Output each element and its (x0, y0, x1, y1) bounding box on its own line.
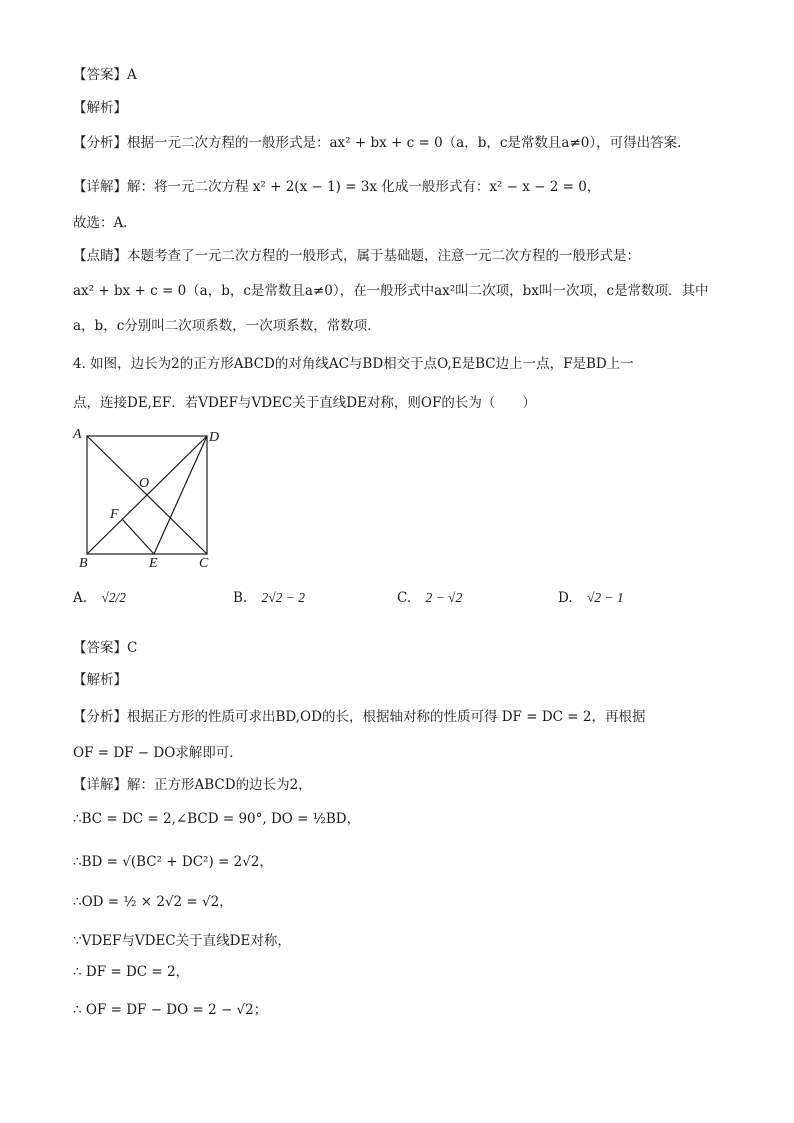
q4-step-4: ∵VDEF与VDEC关于直线DE对称， (73, 933, 291, 949)
q4-step-6: ∴ OF = DF − DO = 2 − √2； (73, 1002, 268, 1018)
q4-step-5: ∴ DF = DC = 2， (73, 964, 190, 980)
q3-xiangjie: 【详解】解：将一元二次方程 x² + 2(x − 1) = 3x 化成一般形式有：x² − x − 2 = 0， (73, 179, 601, 195)
q3-answer: 【答案】A (73, 67, 137, 83)
q4-answer: 【答案】C (73, 640, 138, 656)
segment-de (154, 436, 207, 554)
q3-guxuan: 故选：A． (73, 215, 137, 231)
label-d: D (209, 430, 220, 445)
choice-c-text: 2 − √2 (425, 590, 463, 605)
q3-fenxi: 【分析】根据一元二次方程的一般形式是：ax² + bx + c = 0（a，b，c是常数且a≠0），可得出答案． (73, 135, 691, 151)
q4-xiangjie: 【详解】解：正方形ABCD的边长为2， (73, 777, 312, 793)
q4-fenxi-2: OF = DF − DO求解即可． (73, 745, 243, 761)
q4-step-3: ∴OD = ½ × 2√2 = √2， (73, 894, 233, 910)
square-figure (70, 424, 230, 574)
q3-analysis-label: 【解析】 (73, 100, 127, 116)
q4-stem-1: 4. 如图，边长为2的正方形ABCD的对角线AC与BD相交于点O,E是BC边上一点，F是BD上一 (73, 356, 634, 372)
q4-step-1: ∴BC = DC = 2,∠BCD = 90°, DO = ½BD， (73, 811, 361, 827)
q4-fenxi-1: 【分析】根据正方形的性质可求出BD,OD的长，根据轴对称的性质可得 DF = DC = 2，再根据 (73, 709, 646, 725)
label-f: F (110, 507, 119, 522)
q3-dianjing-3: a，b，c分别叫二次项系数，一次项系数，常数项． (73, 318, 381, 334)
q4-stem-2: 点，连接DE,EF．若VDEF与VDEC关于直线DE对称，则OF的长为（ ） (73, 395, 536, 411)
choice-b (233, 590, 305, 606)
choice-c (397, 590, 462, 606)
label-b: B (79, 556, 88, 571)
choice-b-letter: B. (233, 590, 248, 606)
label-e: E (149, 556, 158, 571)
choice-b-text: 2√2 − 2 (261, 590, 306, 605)
q3-dianjing-1: 【点睛】本题考查了一元二次方程的一般形式，属于基础题，注意一元二次方程的一般形式是： (73, 248, 640, 264)
choice-a (73, 590, 126, 606)
choice-d (558, 590, 624, 606)
q3-dianjing-2: ax² + bx + c = 0（a，b，c是常数且a≠0），在一般形式中ax²叫二次项，bx叫一次项，c是常数项．其中 (73, 283, 709, 299)
choice-a-letter: A. (73, 590, 88, 606)
choice-d-letter: D. (558, 590, 573, 606)
choice-c-letter: C. (397, 590, 412, 606)
q4-step-2: ∴BD = √(BC² + DC²) = 2√2， (73, 854, 273, 870)
label-a: A (73, 427, 82, 442)
label-c: C (199, 556, 209, 571)
label-o: O (139, 476, 150, 491)
choice-d-text: √2 − 1 (586, 590, 624, 605)
choice-a-text: √2/2 (101, 590, 127, 605)
segment-ef (122, 519, 154, 554)
q4-analysis-label: 【解析】 (73, 672, 127, 688)
